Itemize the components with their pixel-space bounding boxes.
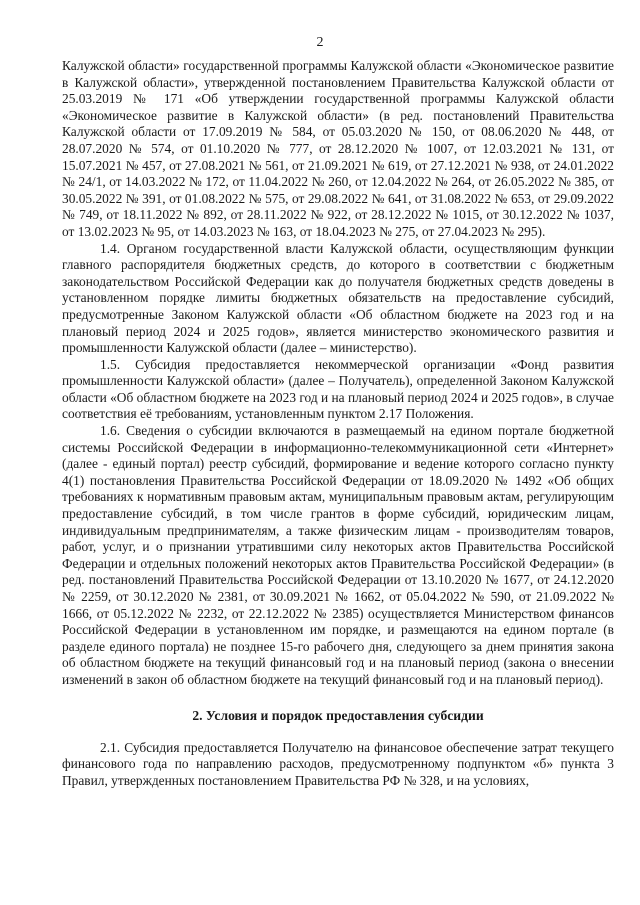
paragraph-program-continuation: Калужской области» государственной программы Калужской области «Экономическое развитие в Калужской области», утвержденной постановлением Правительства Калужской области от 25.03.2019 № 171 «Об утверждении государственной программы Калужской области «Экономическое развитие в Калужской области» (в ред. постановлений Правительства Калужской области от 17.09.2019 № 584, от 05.03.2020 № 150, от 08.06.2020 № 448, от 28.07.2020 № 574, от 01.10.2020 № 777, от 28.12.2020 № 1007, от 12.03.2021 № 131, от 15.07.2021 № 457, от 27.08.2021 № 561, от 21.09.2021 № 619, от 27.12.2021 № 938, от 24.01.2022 № 24/1, от 14.03.2022 № 172, от 11.04.2022 № 260, от 12.04.2022 № 264, от 26.05.2022 № 385, от 30.05.2022 № 391, от 01.08.2022 № 575, от 29.08.2022 № 641, от 31.08.2022 № 653, от 29.09.2022 № 749, от 18.11.2022 № 892, от 28.11.2022 № 922, от 28.12.2022 № 1015, от 30.12.2022 № 1037, от 13.02.2023 № 95, от 14.03.2023 № 163, от 18.04.2023 № 275, от 27.04.2023 № 295). [62, 58, 614, 239]
paragraph-2-1: 2.1. Субсидия предоставляется Получателю на финансовое обеспечение затрат текущего финансового года по направлению расходов, предусмотренному подпунктом «б» пункта 3 Правил, утвержденных постановлением Правительства РФ № 328, и на условиях, [62, 739, 614, 788]
paragraph-1-5: 1.5. Субсидия предоставляется некоммерческой организации «Фонд развития промышленности Калужской области» (далее – Получатель), определенной Законом Калужской области «Об областном бюджете на 2023 год и на плановый период 2024 и 2025 годов», в случае соответствия её требованиям, установленным пунктом 2.17 Положения. [62, 356, 614, 422]
section-heading: 2. Условия и порядок предоставления субсидии [192, 707, 484, 723]
document-body [62, 58, 614, 789]
page-number: 2 [316, 35, 324, 50]
paragraph-1-6: 1.6. Сведения о субсидии включаются в размещаемый на едином портале бюджетной системы Российской Федерации в информационно-телекоммуникационной сети «Интернет» (далее - единый портал) реестр субсидий, формирование и ведение которого согласно пункту 4(1) постановления Правительства Российской Федерации от 18.09.2020 № 1492 «Об общих требованиях к нормативным правовым актам, муниципальным правовым актам, регулирующим предоставление субсидий, в том числе грантов в форме субсидий, юридическим лицам, индивидуальным предпринимателям, а также физическим лицам - производителям товаров, работ, услуг, и о признании утратившими силу некоторых актов Правительства Российской Федерации и отдельных положений некоторых актов Правительства Российской Федерации» (в ред. постановлений Правительства Российской Федерации от 13.10.2020 № 1677, от 24.12.2020 № 2259, от 30.12.2020 № 2381, от 30.09.2021 № 1662, от 05.04.2022 № 590, от 21.09.2022 № 1666, от 05.12.2022 № 2232, от 22.12.2022 № 2385) осуществляется Министерством финансов Российской Федерации в установленном им порядке, и размещаются на едином портале (в разделе единого портала) не позднее 15-го рабочего дня, следующего за днем принятия закона об областном бюджете на текущий финансовый год и на плановый период (закона о внесении изменений в закон об областном бюджете на текущий финансовый год и на плановый период). [62, 423, 614, 687]
paragraph-1-4: 1.4. Органом государственной власти Калужской области, осуществляющим функции главного распорядителя бюджетных средств, до которого в соответствии с бюджетным законодательством Российской Федерации как до получателя бюджетных средств доведены в установленном порядке лимиты бюджетных обязательств на предоставление субсидий, предусмотренные Законом Калужской области «Об областном бюджете на 2023 год и на плановый период 2024 и 2025 годов», является министерство экономического развития и промышленности Калужской области (далее – министерство). [62, 240, 614, 356]
